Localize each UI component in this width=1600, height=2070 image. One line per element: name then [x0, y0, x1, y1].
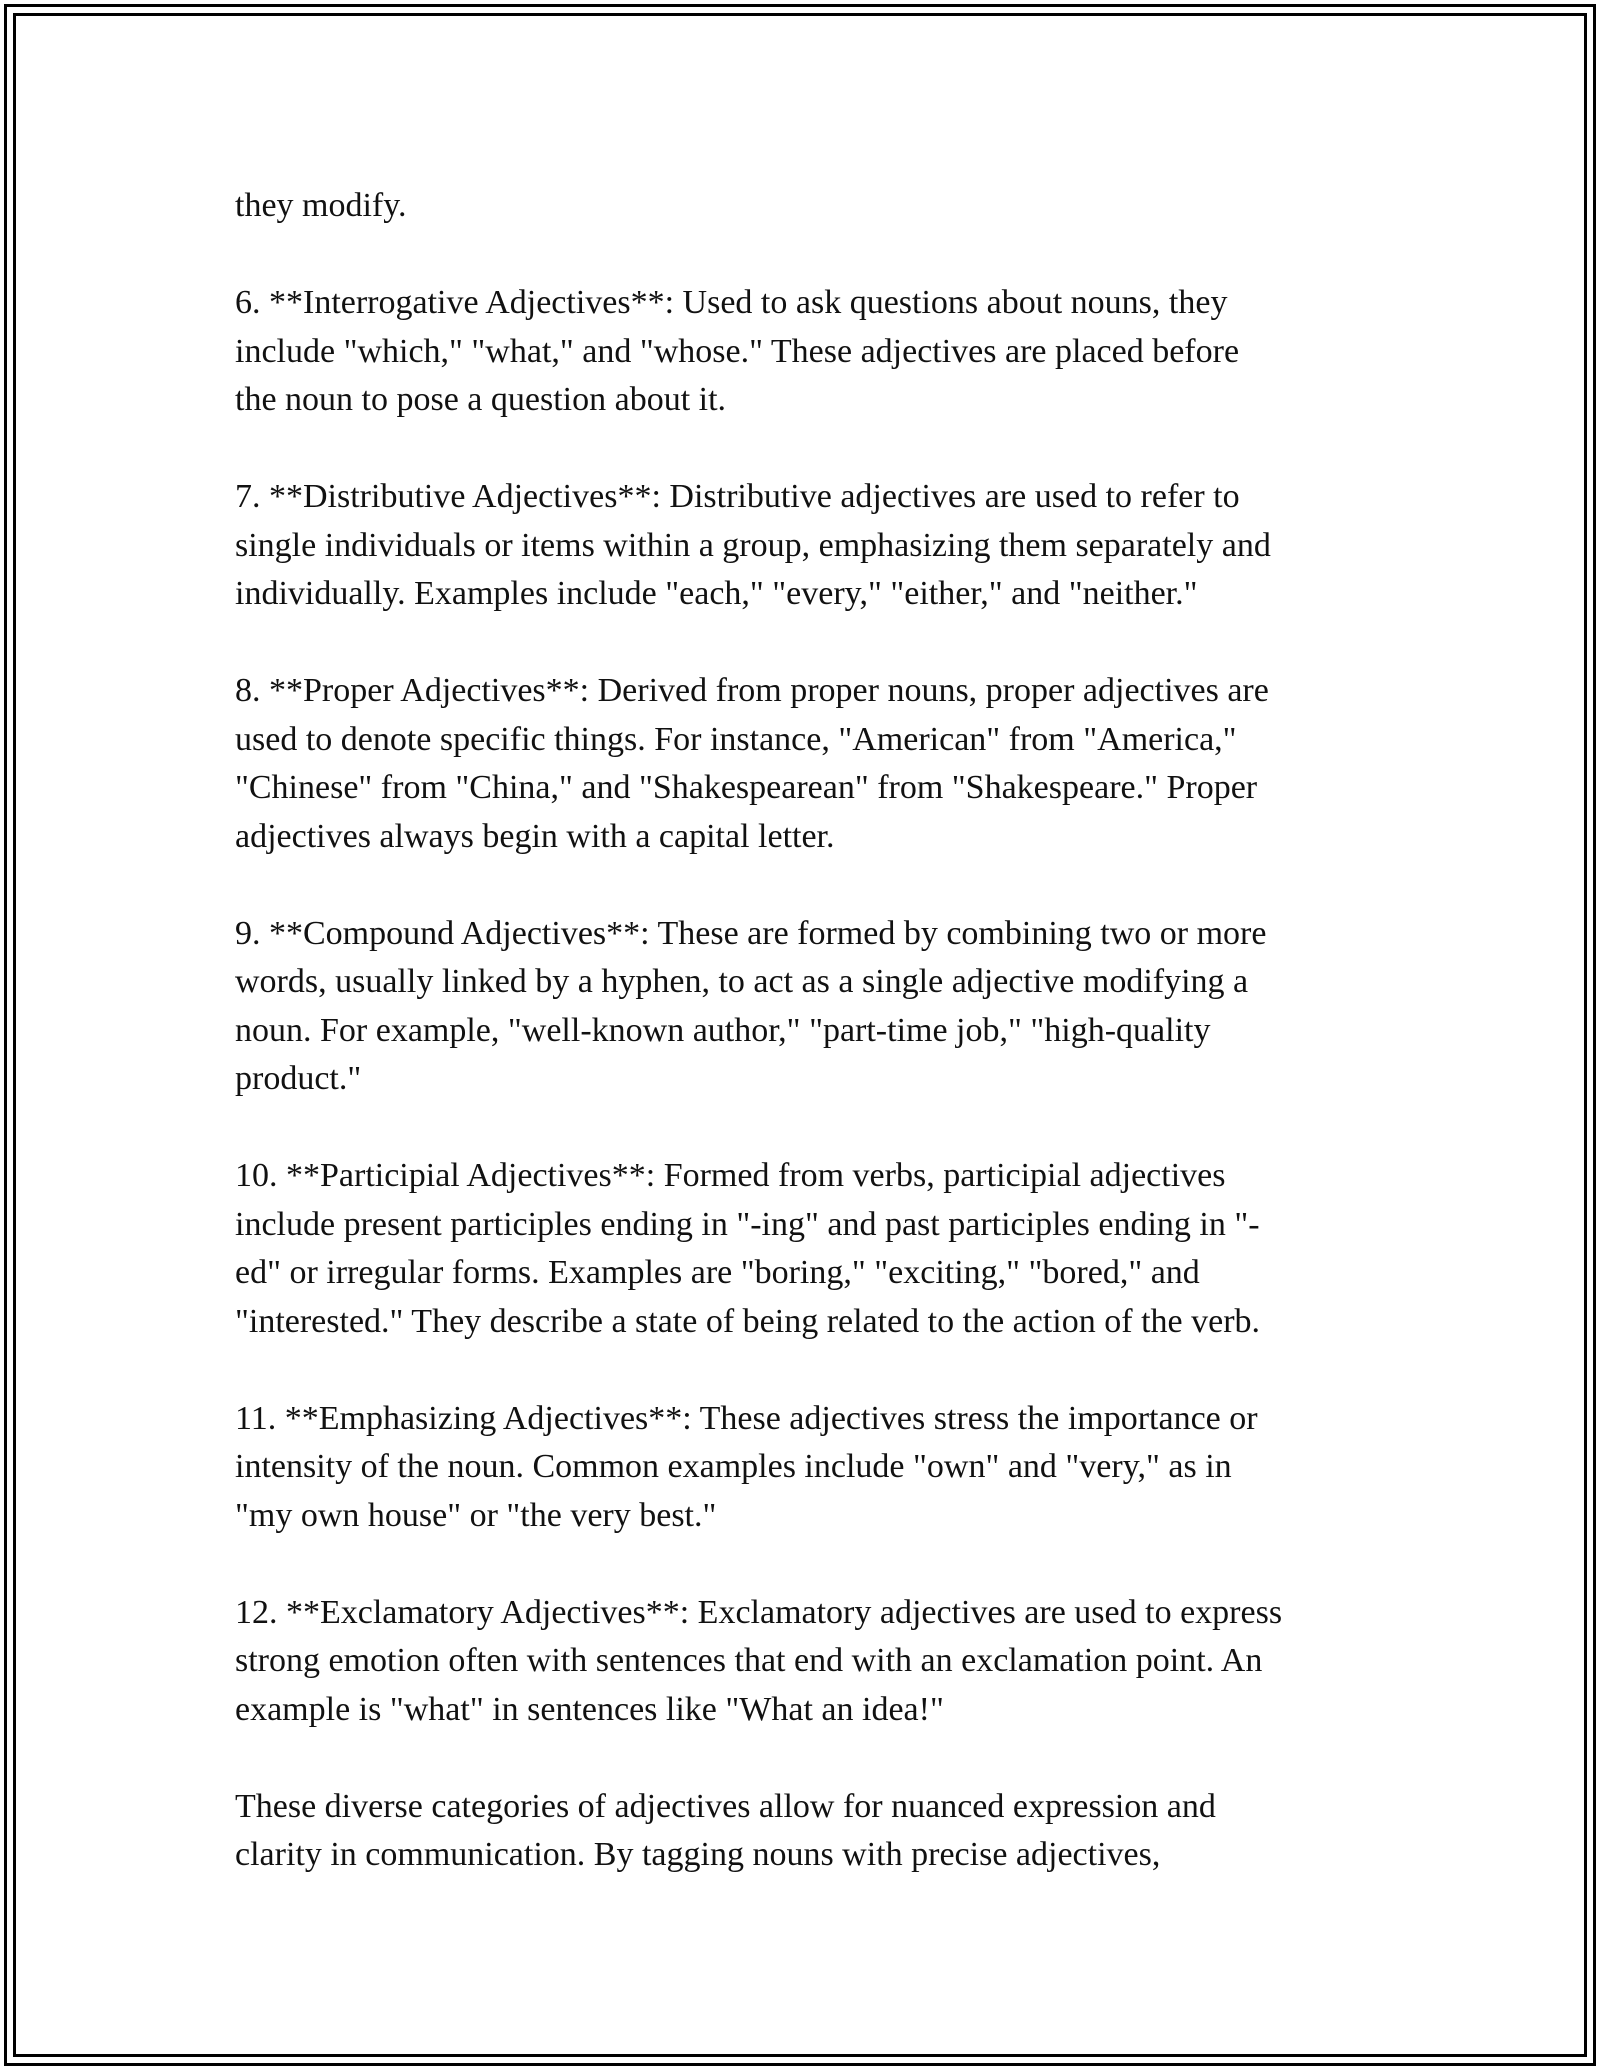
paragraph-continuation: they modify.: [235, 187, 407, 224]
paragraph-proper-adjectives: 8. **Proper Adjectives**: Derived from proper nouns, proper adjectives are used to denote specific things. For instance, "American" from "America," "Chinese" from "China," and "Shakespearean" from "Shakespeare." Proper adjectives always begin with a capital letter.: [235, 672, 1269, 855]
paragraph-emphasizing-adjectives: 11. **Emphasizing Adjectives**: These adjectives stress the importance or intensity of the noun. Common examples include "own" and "very," as in "my own house" or "the very best.": [235, 1399, 1258, 1534]
paragraph-conclusion: These diverse categories of adjectives allow for nuanced expression and clarity in communication. By tagging nouns with precise adjectives,: [235, 1787, 1216, 1873]
paragraph-distributive-adjectives: 7. **Distributive Adjectives**: Distributive adjectives are used to refer to single individuals or items within a group, emphasizing them separately and individually. Examples include "each," "every," "either," and "neither.": [235, 478, 1271, 612]
paragraph-participial-adjectives: 10. **Participial Adjectives**: Formed from verbs, participial adjectives include present participles ending in "-ing" and past participles ending in "- ed" or irregular forms. Examples are "boring," "exciting," "bored," and "interested." They describe a state of being related to the action of the verb.: [235, 1157, 1261, 1340]
document-body: [235, 182, 1395, 1880]
paragraph-compound-adjectives: 9. **Compound Adjectives**: These are formed by combining two or more words, usually linked by a hyphen, to act as a single adjective modifying a noun. For example, "well-known author," "part-time job," "high-quality product.": [235, 914, 1267, 1097]
paragraph-exclamatory-adjectives: 12. **Exclamatory Adjectives**: Exclamatory adjectives are used to express strong emotion often with sentences that end with an exclamation point. An example is "what" in sentences like "What an idea!": [235, 1593, 1283, 1728]
paragraph-interrogative-adjectives: 6. **Interrogative Adjectives**: Used to ask questions about nouns, they include "which," "what," and "whose." These adjectives are placed before the noun to pose a question about it.: [235, 284, 1240, 418]
